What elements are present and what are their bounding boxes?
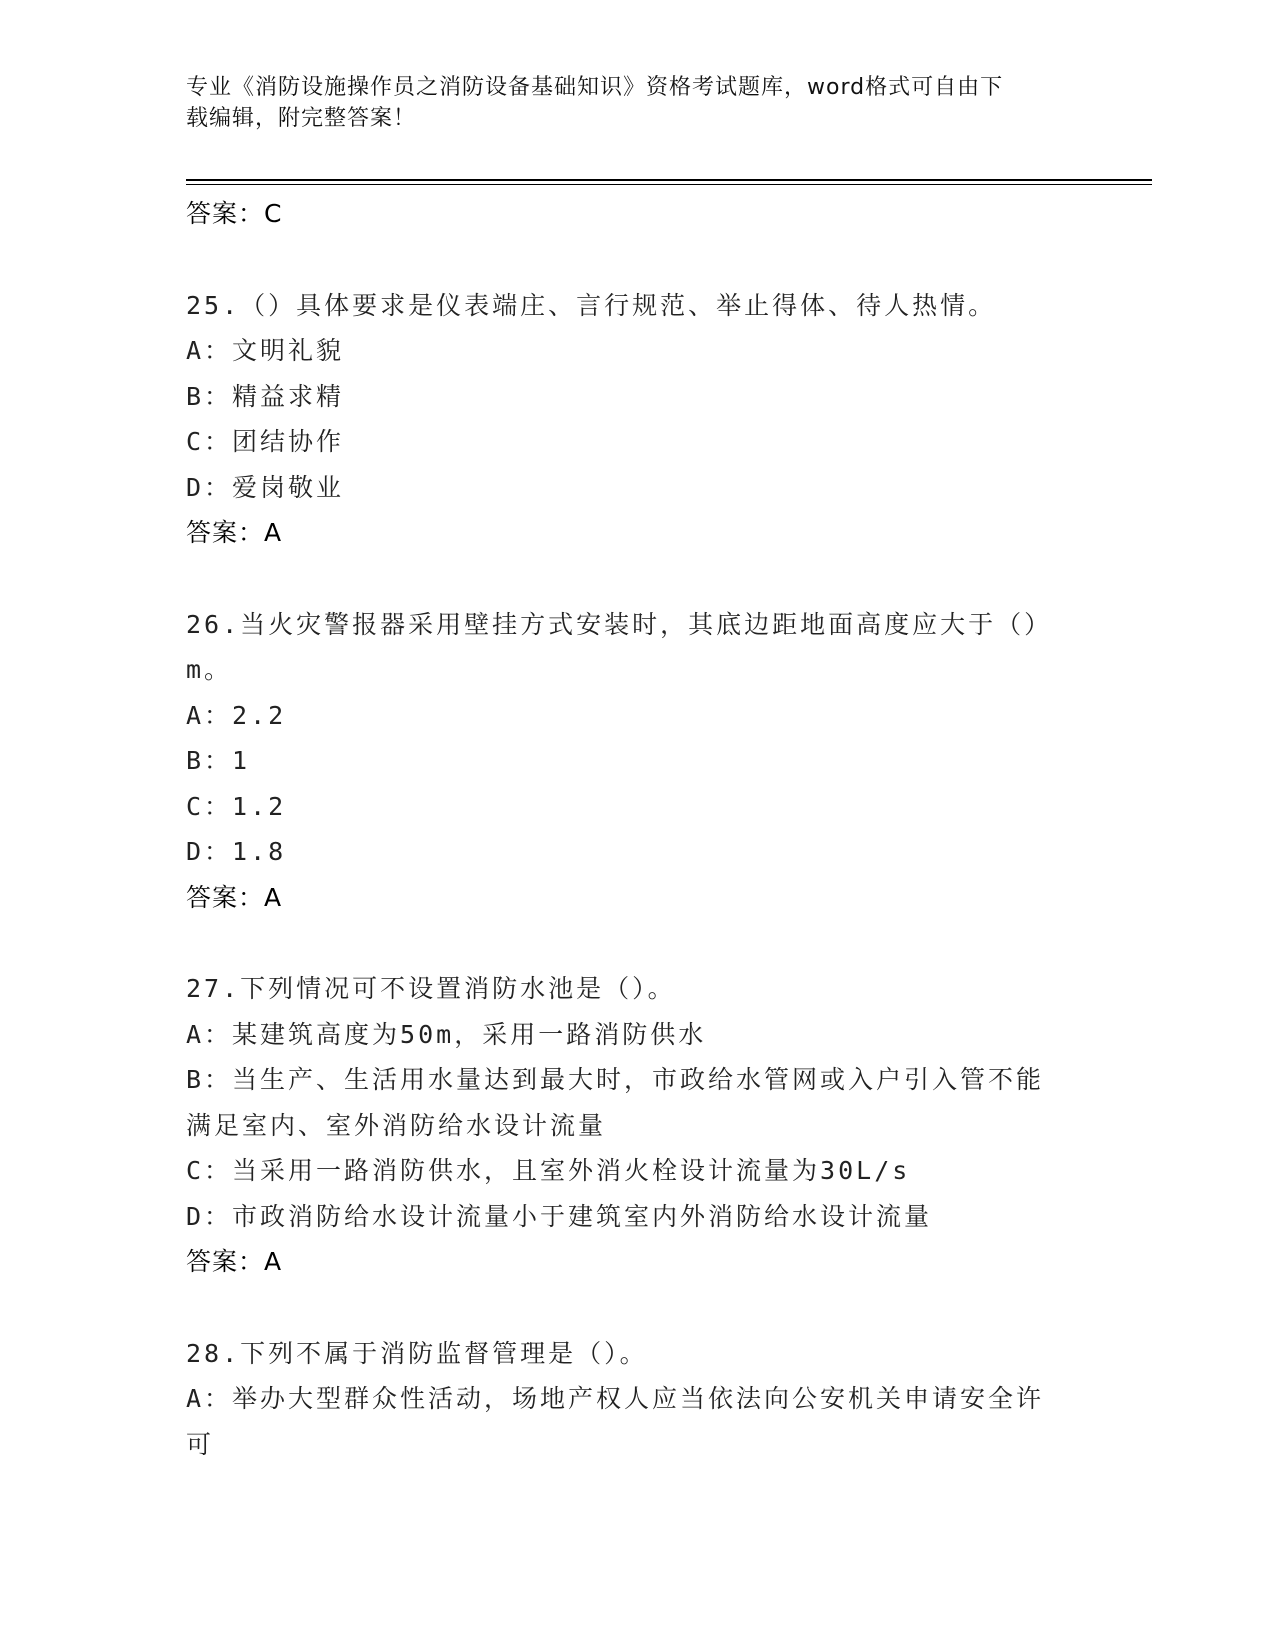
question-spacer (186, 1285, 1086, 1331)
question-block (186, 283, 1086, 556)
answer-option: 可 (186, 1429, 215, 1459)
question-block (186, 1331, 1086, 1468)
answer-option: A：文明礼貌 (186, 336, 345, 365)
question-spacer (186, 237, 1086, 283)
question-block (186, 966, 1086, 1285)
answer-key: 答案：A (186, 1247, 283, 1276)
question-block (186, 602, 1086, 921)
question-spacer (186, 556, 1086, 602)
question-text: 26.当火灾警报器采用壁挂方式安装时，其底边距地面高度应大于（） (186, 609, 1053, 639)
answer-option: D：1.8 (186, 837, 287, 866)
answer-option: C：1.2 (186, 791, 287, 821)
answer-option: C：当采用一路消防供水，且室外消火栓设计流量为30L/s (186, 1156, 911, 1185)
question-text: 25.（）具体要求是仪表端庄、言行规范、举止得体、待人热情。 (186, 290, 997, 320)
question-text: m。 (186, 655, 233, 684)
answer-option: B：当生产、生活用水量达到最大时，市政给水管网或入户引入管不能 (186, 1065, 1045, 1094)
answer-option: C：团结协作 (186, 427, 345, 456)
answer-option: D：爱岗敬业 (186, 472, 345, 502)
header-line-2: 载编辑，附完整答案！ (186, 106, 417, 131)
previous-answer: 答案：C (186, 199, 283, 228)
answer-option: D：市政消防给水设计流量小于建筑室内外消防给水设计流量 (186, 1201, 933, 1231)
answer-option: B：精益求精 (186, 381, 345, 411)
answer-key: 答案：A (186, 882, 283, 912)
answer-option: A：2.2 (186, 700, 287, 730)
document-header (186, 72, 1066, 134)
header-line-1: 专业《消防设施操作员之消防设备基础知识》资格考试题库，word格式可自由下 (186, 75, 1004, 100)
answer-option: B：1 (186, 746, 251, 775)
question-text: 28.下列不属于消防监督管理是（）。 (186, 1338, 648, 1368)
answer-option: A：某建筑高度为50m，采用一路消防供水 (186, 1019, 707, 1049)
answer-option: A：举办大型群众性活动，场地产权人应当依法向公安机关申请安全许 (186, 1384, 1045, 1413)
answer-option: 满足室内、室外消防给水设计流量 (186, 1110, 607, 1140)
header-divider-thick (186, 179, 1152, 181)
question-text: 27.下列情况可不设置消防水池是（）。 (186, 974, 676, 1003)
header-divider-thin (186, 184, 1152, 185)
question-list (186, 191, 1086, 1467)
answer-key: 答案：A (186, 518, 283, 547)
question-spacer (186, 920, 1086, 966)
